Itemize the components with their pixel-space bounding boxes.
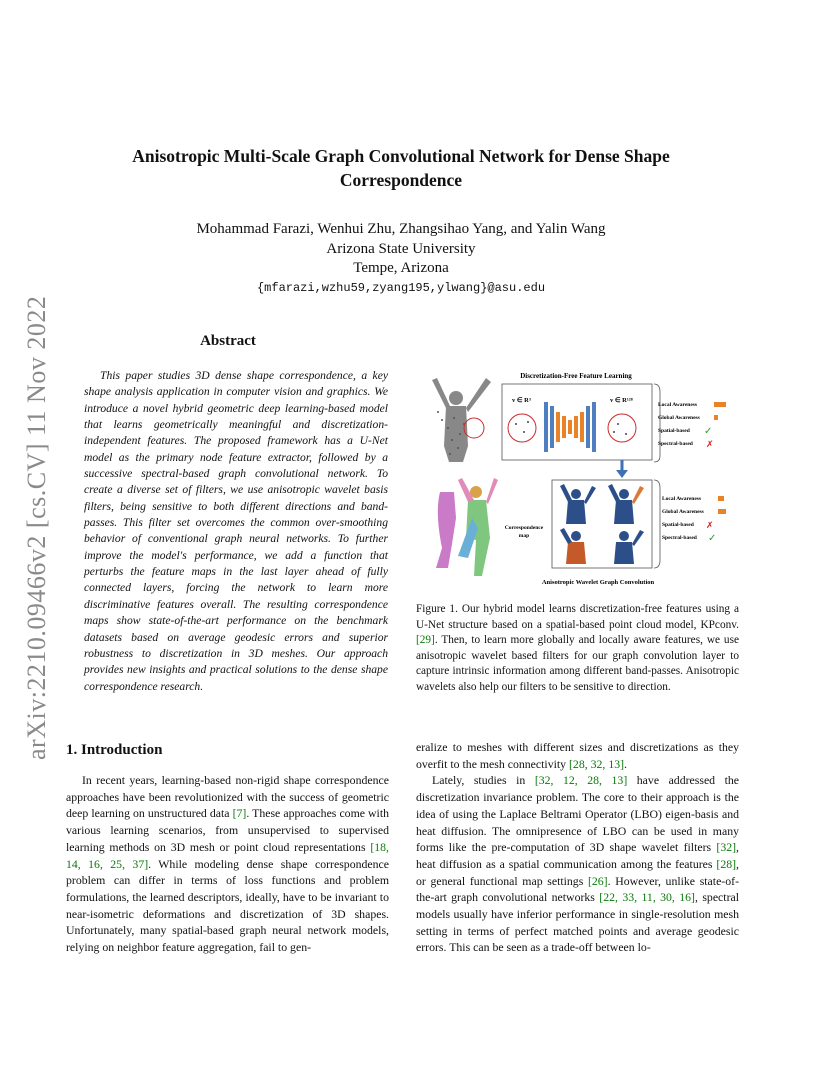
intro-paragraph-2 bbox=[416, 772, 739, 956]
location: Tempe, Arizona bbox=[353, 260, 449, 276]
figure-1 bbox=[428, 368, 738, 590]
cross-icon: ✗ bbox=[706, 520, 714, 530]
citation-link[interactable]: [29] bbox=[416, 634, 435, 647]
colored-shape-figures bbox=[436, 478, 498, 576]
email-addresses[interactable]: {mfarazi,wzhu59,zyang195,ylwang}@asu.edu bbox=[256, 280, 546, 295]
legend-bottom-global: Global Awareness bbox=[662, 509, 704, 515]
citation-link[interactable]: [26] bbox=[587, 873, 608, 888]
citation-link[interactable]: [32] bbox=[716, 840, 737, 855]
citation-link[interactable]: [22, 33, 11, 30, 16] bbox=[599, 890, 695, 905]
author-names: Mohammad Farazi, Wenhui Zhu, Zhangsihao Yang, and Yalin Wang bbox=[196, 221, 606, 237]
figure-top-title: Discretization-Free Feature Learning bbox=[520, 372, 632, 380]
correspondence-label-1: Correspondence bbox=[504, 525, 544, 531]
cross-icon: ✗ bbox=[706, 439, 714, 449]
paper-title: Anisotropic Multi-Scale Graph Convolutional Network for Dense Shape Correspondence bbox=[132, 146, 670, 190]
legend-bottom-spectral: Spectral-based bbox=[662, 535, 697, 541]
intro-paragraph-continued bbox=[416, 739, 739, 772]
caption-text: Figure 1. Our hybrid model learns discretization-free features using a U-Net structure based on a spatial-based point cloud model, KPconv. bbox=[416, 603, 739, 631]
abstract-heading: Abstract bbox=[200, 333, 256, 349]
body-text: eralize to meshes with different sizes and discretizations as they overfit to the mesh connectivity bbox=[416, 740, 739, 771]
unet-blocks bbox=[544, 402, 596, 452]
input-dim-label: v ∈ R³ bbox=[512, 397, 531, 404]
caption-text: . Then, to learn more globally and locally aware features, we use anisotropic wavelet based filters for our graph convolution layer to capture intrinsic information among different band-passes. Anisotropic wavelets also help our filters to be sensitive to direction. bbox=[416, 634, 739, 693]
legend-bottom-spatial: Spatial-based bbox=[662, 522, 694, 528]
citation-link[interactable]: [18, 14, 16, 25, 37] bbox=[66, 839, 389, 871]
citation-link[interactable]: [28, 32, 13] bbox=[569, 756, 625, 771]
output-dim-label: v ∈ R¹²⁸ bbox=[610, 397, 633, 404]
arxiv-identifier: arXiv:2210.09466v2 [cs.CV] 11 Nov 2022 bbox=[22, 295, 51, 760]
body-text: . These approaches come with various learning scenarios, from unsupervised to supervised learning methods on 3D mesh or point cloud representations bbox=[66, 806, 390, 854]
architecture-diagram bbox=[428, 368, 738, 590]
check-icon: ✓ bbox=[704, 426, 713, 437]
legend-bottom-local: Local Awareness bbox=[662, 496, 702, 502]
intro-paragraph-left bbox=[66, 772, 389, 956]
input-point-neighborhood bbox=[508, 414, 536, 442]
citation-link[interactable]: [7] bbox=[232, 806, 247, 821]
abstract-body: This paper studies 3D dense shape correspondence, a key shape analysis application in computer vision and graphics. We introduce a novel hybrid geometric deep learning-based model that learns geometrically meaningful and discretization-independent features. The proposed framework has a U-Net model as the primary node feature extractor, followed by a successive spectral-based graph convolutional network. To create a diverse set of filters, we use anisotropic wavelet basis filters, being sensitive to both different directions and band-passes. This filter set overcomes the common over-smoothing behavior of conventional graph neural networks. To further improve the model's performance, we add a function that perturbs the feature maps in the last layer ahead of fully connected layers, forcing the network to learn more discriminative features overall. The resulting correspondence maps show state-of-the-art performance on the benchmark datasets based on average geodesic errors and superior robustness to discretization in 3D meshes. Our approach provides new insights and practical solutions to the dense shape correspondence research. bbox=[84, 369, 388, 693]
legend-top-global: Global Awareness bbox=[658, 415, 700, 421]
body-text: Lately, studies in bbox=[432, 773, 535, 788]
citation-link[interactable]: [32, 12, 28, 13] bbox=[534, 773, 628, 788]
body-text: . While modeling dense shape correspondence problem can differ in terms of loss functions and problem formulations, the learned descriptors, ideally, have to be invariant to near-isometric deformations and discretization of 3D shapes. Unfortunately, many spatial-based graph neural network models, relying on neighbor feature aggregation, fail to gen- bbox=[66, 856, 389, 955]
legend-bottom bbox=[662, 496, 726, 544]
citation-link[interactable]: [28] bbox=[716, 856, 737, 871]
body-text: In recent years, learning-based non-rigid shape correspondence approaches have been revolutionized with the success of geometric deep learning on unstructured data bbox=[66, 773, 389, 821]
body-text: . bbox=[624, 756, 627, 771]
point-cloud-figure bbox=[432, 378, 491, 462]
flow-arrow-head bbox=[616, 470, 628, 478]
check-icon: ✓ bbox=[708, 533, 717, 544]
body-text: . However, unlike state-of-the-art graph convolutional networks bbox=[416, 873, 739, 905]
figure-1-caption bbox=[416, 602, 739, 696]
legend-top bbox=[658, 402, 726, 449]
figure-bottom-title: Anisotropic Wavelet Graph Convolution bbox=[541, 579, 655, 586]
section-heading-introduction: 1. Introduction bbox=[66, 742, 163, 758]
affiliation: Arizona State University bbox=[326, 240, 476, 257]
correspondence-label-2: map bbox=[518, 533, 530, 539]
author-block bbox=[150, 220, 652, 298]
body-text: , spectral models usually have inferior performance in single-resolution mesh setting in terms of perfect matched points and average geodesic errors. This can be seen as a trade-off between lo- bbox=[416, 890, 740, 955]
legend-top-local: Local Awareness bbox=[658, 402, 698, 408]
body-text: , heat diffusion as a spatial communication among the features bbox=[416, 840, 739, 871]
wavelet-filter-figures bbox=[560, 484, 644, 564]
body-text: have addressed the discretization invariance problem. The core to their approach is the idea of using the Laplace Beltrami Operator (LBO) eigen-basis and heat diffusion. The omnipresence of LBO can be used in many forms like the pre-computation of 3D shape wavelet filters bbox=[416, 773, 740, 855]
body-text: , or general functional map settings bbox=[416, 856, 739, 888]
legend-top-spatial: Spatial-based bbox=[658, 428, 690, 434]
output-point-neighborhood bbox=[608, 414, 636, 442]
intro-column-right bbox=[416, 739, 739, 956]
legend-top-spectral: Spectral-based bbox=[658, 441, 693, 447]
